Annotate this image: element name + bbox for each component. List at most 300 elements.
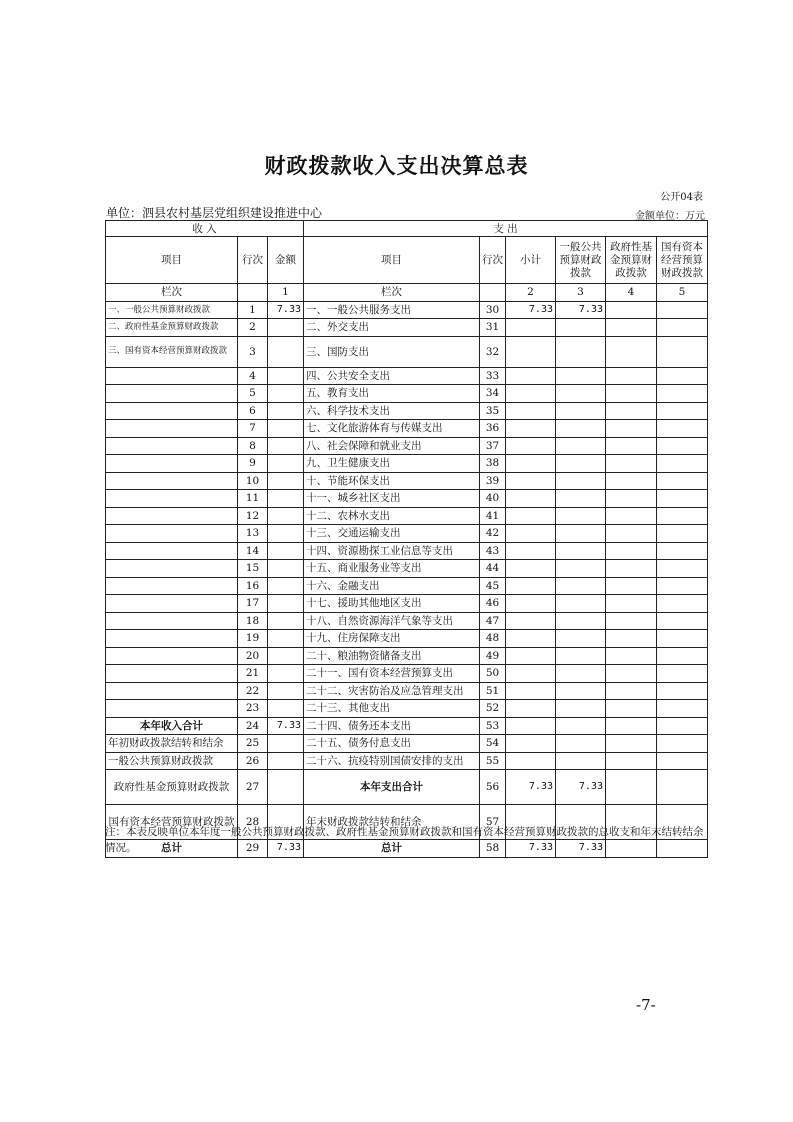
expense-line: 52 bbox=[480, 700, 506, 718]
expense-line: 53 bbox=[480, 717, 506, 735]
income-item-27: 政府性基金预算财政拨款 bbox=[106, 770, 238, 805]
expense-state bbox=[657, 577, 708, 595]
income-item bbox=[106, 647, 238, 665]
expense-line-56: 56 bbox=[480, 770, 506, 805]
page-number: -7- bbox=[636, 996, 656, 1014]
income-amount bbox=[268, 507, 304, 525]
expense-fund bbox=[606, 455, 657, 473]
income-amount-header: 金额 bbox=[268, 237, 304, 284]
table-row bbox=[106, 630, 708, 648]
income-line: 11 bbox=[238, 490, 268, 508]
income-item bbox=[106, 612, 238, 630]
table-row bbox=[106, 612, 708, 630]
expense-fund bbox=[606, 752, 657, 770]
expense-line-58: 58 bbox=[480, 840, 506, 858]
expense-grand-total-subtotal: 7.33 bbox=[506, 840, 556, 858]
income-line: 18 bbox=[238, 612, 268, 630]
expense-general bbox=[556, 319, 606, 337]
expense-general bbox=[556, 542, 606, 560]
expense-item: 四、公共安全支出 bbox=[304, 367, 480, 385]
expense-fund bbox=[606, 385, 657, 403]
expense-fund bbox=[606, 319, 657, 337]
income-amount: 7.33 bbox=[268, 717, 304, 735]
income-item: 年初财政拨款结转和结余 bbox=[106, 735, 238, 753]
income-item bbox=[106, 595, 238, 613]
expense-line: 40 bbox=[480, 490, 506, 508]
income-item bbox=[106, 385, 238, 403]
expense-line: 38 bbox=[480, 455, 506, 473]
expense-state bbox=[657, 630, 708, 648]
table-row bbox=[106, 336, 708, 367]
income-line: 22 bbox=[238, 682, 268, 700]
expense-general bbox=[556, 336, 606, 367]
income-amount bbox=[268, 319, 304, 337]
expense-subtotal bbox=[506, 682, 556, 700]
general-budget-header: 一般公共预算财政拨款 bbox=[556, 237, 606, 284]
table-row bbox=[106, 595, 708, 613]
expense-subtotal bbox=[506, 595, 556, 613]
income-item bbox=[106, 507, 238, 525]
income-line-29: 29 bbox=[238, 840, 268, 858]
expense-line: 30 bbox=[480, 301, 506, 319]
table-row bbox=[106, 682, 708, 700]
expense-state bbox=[657, 301, 708, 319]
expense-line: 33 bbox=[480, 367, 506, 385]
expense-general bbox=[556, 560, 606, 578]
expense-state bbox=[657, 560, 708, 578]
expense-item: 七、文化旅游体育与传媒支出 bbox=[304, 420, 480, 438]
income-line: 2 bbox=[238, 319, 268, 337]
expense-general bbox=[556, 367, 606, 385]
expense-subtotal bbox=[506, 420, 556, 438]
expense-line: 39 bbox=[480, 472, 506, 490]
expense-item: 十六、金融支出 bbox=[304, 577, 480, 595]
col-label-income: 栏次 bbox=[106, 284, 238, 302]
expense-state bbox=[657, 735, 708, 753]
footnote: 注：本表反映单位本年度一般公共预算财政拨款、政府性基金预算财政拨款和国有资本经营预算财政拨款的总收支和年末结转结余情况。 bbox=[105, 826, 704, 854]
income-line: 4 bbox=[238, 367, 268, 385]
expense-state bbox=[657, 647, 708, 665]
table-row bbox=[106, 420, 708, 438]
income-item bbox=[106, 700, 238, 718]
expense-subtotal bbox=[506, 455, 556, 473]
income-amount bbox=[268, 560, 304, 578]
expense-subtotal bbox=[506, 385, 556, 403]
expense-line: 47 bbox=[480, 612, 506, 630]
expense-subtotal bbox=[506, 752, 556, 770]
expense-total-label: 本年支出合计 bbox=[304, 770, 480, 805]
expense-state bbox=[657, 385, 708, 403]
income-item bbox=[106, 472, 238, 490]
expense-line: 48 bbox=[480, 630, 506, 648]
expense-fund bbox=[606, 717, 657, 735]
expense-general bbox=[556, 612, 606, 630]
income-amount bbox=[268, 542, 304, 560]
expense-item: 九、卫生健康支出 bbox=[304, 455, 480, 473]
income-item bbox=[106, 630, 238, 648]
state-capital-header: 国有资本经营预算财政拨款 bbox=[657, 237, 708, 284]
expense-item: 十、节能环保支出 bbox=[304, 472, 480, 490]
expense-item: 二十六、抗疫特别国债安排的支出 bbox=[304, 752, 480, 770]
income-line: 13 bbox=[238, 525, 268, 543]
income-line: 8 bbox=[238, 437, 268, 455]
expense-line: 32 bbox=[480, 336, 506, 367]
income-amount bbox=[268, 437, 304, 455]
expense-item: 三、国防支出 bbox=[304, 336, 480, 367]
expense-line: 49 bbox=[480, 647, 506, 665]
expense-line-57: 57 bbox=[480, 805, 506, 840]
subtotal-header: 小计 bbox=[506, 237, 556, 284]
table-row bbox=[106, 542, 708, 560]
expense-fund bbox=[606, 420, 657, 438]
income-item bbox=[106, 420, 238, 438]
col-number-2: 2 bbox=[506, 284, 556, 302]
income-amount bbox=[268, 402, 304, 420]
expense-subtotal bbox=[506, 319, 556, 337]
table-row bbox=[106, 700, 708, 718]
col-label-expense: 栏次 bbox=[304, 284, 480, 302]
income-item bbox=[106, 560, 238, 578]
expense-general bbox=[556, 420, 606, 438]
form-number: 公开04表 bbox=[660, 192, 703, 203]
unit-name: 单位：泗县农村基层党组织建设推进中心 bbox=[106, 206, 323, 220]
income-item bbox=[106, 682, 238, 700]
income-line: 1 bbox=[238, 301, 268, 319]
expense-general bbox=[556, 472, 606, 490]
income-line: 16 bbox=[238, 577, 268, 595]
expense-line: 42 bbox=[480, 525, 506, 543]
expense-line: 35 bbox=[480, 402, 506, 420]
expense-line-header: 行次 bbox=[480, 237, 506, 284]
expense-item: 二十五、债务付息支出 bbox=[304, 735, 480, 753]
income-grand-total-label: 总计 bbox=[106, 840, 238, 858]
expense-general bbox=[556, 437, 606, 455]
expense-general bbox=[556, 402, 606, 420]
expense-item: 二十二、灾害防治及应急管理支出 bbox=[304, 682, 480, 700]
expense-line: 54 bbox=[480, 735, 506, 753]
table-row bbox=[106, 301, 708, 319]
expense-state bbox=[657, 717, 708, 735]
expense-subtotal bbox=[506, 717, 556, 735]
table-row bbox=[106, 507, 708, 525]
table-row bbox=[106, 472, 708, 490]
expense-subtotal bbox=[506, 665, 556, 683]
expense-general bbox=[556, 507, 606, 525]
expense-item: 十四、资源勘探工业信息等支出 bbox=[304, 542, 480, 560]
income-amount bbox=[268, 472, 304, 490]
table-row bbox=[106, 665, 708, 683]
income-line: 25 bbox=[238, 735, 268, 753]
expense-item: 二十一、国有资本经营预算支出 bbox=[304, 665, 480, 683]
expense-fund bbox=[606, 560, 657, 578]
table-row bbox=[106, 319, 708, 337]
table-row bbox=[106, 735, 708, 753]
table-row bbox=[106, 385, 708, 403]
income-line: 24 bbox=[238, 717, 268, 735]
income-amount bbox=[268, 420, 304, 438]
table-row bbox=[106, 455, 708, 473]
expense-state bbox=[657, 595, 708, 613]
expense-subtotal bbox=[506, 647, 556, 665]
expense-fund bbox=[606, 472, 657, 490]
income-amount bbox=[268, 490, 304, 508]
income-amount bbox=[268, 700, 304, 718]
income-amount bbox=[268, 336, 304, 367]
income-item bbox=[106, 437, 238, 455]
expense-item: 二、外交支出 bbox=[304, 319, 480, 337]
expense-subtotal bbox=[506, 490, 556, 508]
income-amount bbox=[268, 577, 304, 595]
expense-total-general: 7.33 bbox=[556, 770, 606, 805]
income-item bbox=[106, 542, 238, 560]
table-row bbox=[106, 402, 708, 420]
income-line: 20 bbox=[238, 647, 268, 665]
expense-item: 二十四、债务还本支出 bbox=[304, 717, 480, 735]
income-amount bbox=[268, 385, 304, 403]
expense-line: 36 bbox=[480, 420, 506, 438]
income-line-28: 28 bbox=[238, 805, 268, 840]
expense-state bbox=[657, 336, 708, 367]
expense-subtotal bbox=[506, 525, 556, 543]
expense-state bbox=[657, 455, 708, 473]
income-line: 26 bbox=[238, 752, 268, 770]
expense-fund bbox=[606, 630, 657, 648]
income-line: 6 bbox=[238, 402, 268, 420]
expense-subtotal bbox=[506, 577, 556, 595]
expense-state bbox=[657, 612, 708, 630]
expense-subtotal: 7.33 bbox=[506, 301, 556, 319]
year-end-balance-label: 年末财政拨款结转和结余 bbox=[304, 805, 480, 840]
expense-subtotal bbox=[506, 560, 556, 578]
expense-general bbox=[556, 455, 606, 473]
expense-general bbox=[556, 735, 606, 753]
income-amount bbox=[268, 630, 304, 648]
income-header: 收 入 bbox=[106, 221, 304, 237]
expense-state bbox=[657, 682, 708, 700]
income-line: 7 bbox=[238, 420, 268, 438]
income-amount bbox=[268, 665, 304, 683]
expense-fund bbox=[606, 437, 657, 455]
expense-subtotal bbox=[506, 402, 556, 420]
income-item bbox=[106, 665, 238, 683]
expense-fund bbox=[606, 665, 657, 683]
expense-fund bbox=[606, 700, 657, 718]
expense-general: 7.33 bbox=[556, 301, 606, 319]
expense-line: 41 bbox=[480, 507, 506, 525]
money-unit: 金额单位：万元 bbox=[635, 211, 705, 222]
expense-state bbox=[657, 752, 708, 770]
expense-fund bbox=[606, 336, 657, 367]
income-item bbox=[106, 525, 238, 543]
expense-state bbox=[657, 367, 708, 385]
expense-grand-total-general: 7.33 bbox=[556, 840, 606, 858]
income-line-27: 27 bbox=[238, 770, 268, 805]
expense-line: 37 bbox=[480, 437, 506, 455]
expense-state bbox=[657, 420, 708, 438]
expense-item: 一、一般公共服务支出 bbox=[304, 301, 480, 319]
col-number-4: 4 bbox=[606, 284, 657, 302]
expense-item: 五、教育支出 bbox=[304, 385, 480, 403]
expense-general bbox=[556, 665, 606, 683]
income-grand-total-amount: 7.33 bbox=[268, 840, 304, 858]
table-row bbox=[106, 367, 708, 385]
expense-general bbox=[556, 717, 606, 735]
table-row bbox=[106, 577, 708, 595]
income-amount bbox=[268, 735, 304, 753]
income-item bbox=[106, 455, 238, 473]
expense-state bbox=[657, 507, 708, 525]
income-amount bbox=[268, 752, 304, 770]
expense-item: 八、社会保障和就业支出 bbox=[304, 437, 480, 455]
expense-fund bbox=[606, 402, 657, 420]
income-item bbox=[106, 490, 238, 508]
expense-state bbox=[657, 437, 708, 455]
income-item: 一般公共预算财政拨款 bbox=[106, 752, 238, 770]
col-number-3: 3 bbox=[556, 284, 606, 302]
expense-item: 十七、援助其他地区支出 bbox=[304, 595, 480, 613]
income-item-header: 项目 bbox=[106, 237, 238, 284]
table-row bbox=[106, 490, 708, 508]
income-line: 17 bbox=[238, 595, 268, 613]
expense-general bbox=[556, 682, 606, 700]
expense-total-subtotal: 7.33 bbox=[506, 770, 556, 805]
expense-subtotal bbox=[506, 700, 556, 718]
expense-item: 六、科学技术支出 bbox=[304, 402, 480, 420]
expense-fund bbox=[606, 367, 657, 385]
income-line: 21 bbox=[238, 665, 268, 683]
expense-fund bbox=[606, 647, 657, 665]
expense-item: 二十三、其他支出 bbox=[304, 700, 480, 718]
col-number-5: 5 bbox=[657, 284, 708, 302]
expense-general bbox=[556, 630, 606, 648]
expense-fund bbox=[606, 301, 657, 319]
fund-budget-header: 政府性基金预算财政拨款 bbox=[606, 237, 657, 284]
expense-subtotal bbox=[506, 336, 556, 367]
expense-fund bbox=[606, 735, 657, 753]
expense-fund bbox=[606, 682, 657, 700]
income-line: 9 bbox=[238, 455, 268, 473]
expense-subtotal bbox=[506, 612, 556, 630]
expense-general bbox=[556, 525, 606, 543]
expense-fund bbox=[606, 490, 657, 508]
expense-item: 二十、粮油物资储备支出 bbox=[304, 647, 480, 665]
expense-general bbox=[556, 752, 606, 770]
expense-general bbox=[556, 700, 606, 718]
expense-state bbox=[657, 665, 708, 683]
table-row bbox=[106, 560, 708, 578]
income-amount bbox=[268, 682, 304, 700]
income-amount bbox=[268, 612, 304, 630]
income-line-header: 行次 bbox=[238, 237, 268, 284]
income-amount: 7.33 bbox=[268, 301, 304, 319]
page-title: 财政拨款收入支出决算总表 bbox=[264, 153, 529, 178]
expense-state bbox=[657, 319, 708, 337]
expense-subtotal bbox=[506, 542, 556, 560]
budget-table bbox=[105, 220, 708, 858]
income-line: 15 bbox=[238, 560, 268, 578]
expense-state bbox=[657, 542, 708, 560]
expense-item: 十三、交通运输支出 bbox=[304, 525, 480, 543]
expense-subtotal bbox=[506, 437, 556, 455]
income-item bbox=[106, 402, 238, 420]
expense-subtotal bbox=[506, 507, 556, 525]
expense-item: 十二、农林水支出 bbox=[304, 507, 480, 525]
expense-fund bbox=[606, 542, 657, 560]
income-line: 5 bbox=[238, 385, 268, 403]
table-row bbox=[106, 752, 708, 770]
expense-header: 支 出 bbox=[304, 221, 708, 237]
expense-state bbox=[657, 700, 708, 718]
expense-line: 34 bbox=[480, 385, 506, 403]
expense-line: 45 bbox=[480, 577, 506, 595]
expense-line: 46 bbox=[480, 595, 506, 613]
expense-line: 44 bbox=[480, 560, 506, 578]
income-amount bbox=[268, 647, 304, 665]
expense-general bbox=[556, 595, 606, 613]
expense-subtotal bbox=[506, 472, 556, 490]
expense-item: 十五、商业服务业等支出 bbox=[304, 560, 480, 578]
expense-fund bbox=[606, 507, 657, 525]
expense-general bbox=[556, 647, 606, 665]
expense-item-header: 项目 bbox=[304, 237, 480, 284]
income-item bbox=[106, 577, 238, 595]
expense-general bbox=[556, 490, 606, 508]
expense-item: 十九、住房保障支出 bbox=[304, 630, 480, 648]
expense-state bbox=[657, 490, 708, 508]
expense-line: 43 bbox=[480, 542, 506, 560]
expense-line: 50 bbox=[480, 665, 506, 683]
expense-subtotal bbox=[506, 367, 556, 385]
expense-state bbox=[657, 402, 708, 420]
income-amount bbox=[268, 525, 304, 543]
table-row bbox=[106, 437, 708, 455]
col-number-1: 1 bbox=[268, 284, 304, 302]
income-item: 二、政府性基金预算财政拨款 bbox=[106, 319, 238, 337]
income-amount bbox=[268, 367, 304, 385]
table-row bbox=[106, 647, 708, 665]
income-line: 12 bbox=[238, 507, 268, 525]
expense-line: 51 bbox=[480, 682, 506, 700]
income-line: 23 bbox=[238, 700, 268, 718]
income-item-28: 国有资本经营预算财政拨款 bbox=[106, 805, 238, 840]
expense-general bbox=[556, 577, 606, 595]
income-amount bbox=[268, 455, 304, 473]
income-line: 14 bbox=[238, 542, 268, 560]
income-line: 10 bbox=[238, 472, 268, 490]
expense-fund bbox=[606, 612, 657, 630]
income-item: 一、一般公共预算财政拨款 bbox=[106, 301, 238, 319]
expense-fund bbox=[606, 525, 657, 543]
expense-line: 55 bbox=[480, 752, 506, 770]
income-item: 本年收入合计 bbox=[106, 717, 238, 735]
expense-general bbox=[556, 385, 606, 403]
expense-line: 31 bbox=[480, 319, 506, 337]
income-item bbox=[106, 367, 238, 385]
income-line: 3 bbox=[238, 336, 268, 367]
income-amount bbox=[268, 595, 304, 613]
expense-fund bbox=[606, 577, 657, 595]
expense-state bbox=[657, 472, 708, 490]
expense-grand-total-label: 总计 bbox=[304, 840, 480, 858]
expense-item: 十一、城乡社区支出 bbox=[304, 490, 480, 508]
expense-state bbox=[657, 525, 708, 543]
income-line: 19 bbox=[238, 630, 268, 648]
income-item: 三、国有资本经营预算财政拨款 bbox=[106, 336, 238, 367]
expense-fund bbox=[606, 595, 657, 613]
expense-subtotal bbox=[506, 630, 556, 648]
expense-item: 十八、自然资源海洋气象等支出 bbox=[304, 612, 480, 630]
table-row bbox=[106, 717, 708, 735]
